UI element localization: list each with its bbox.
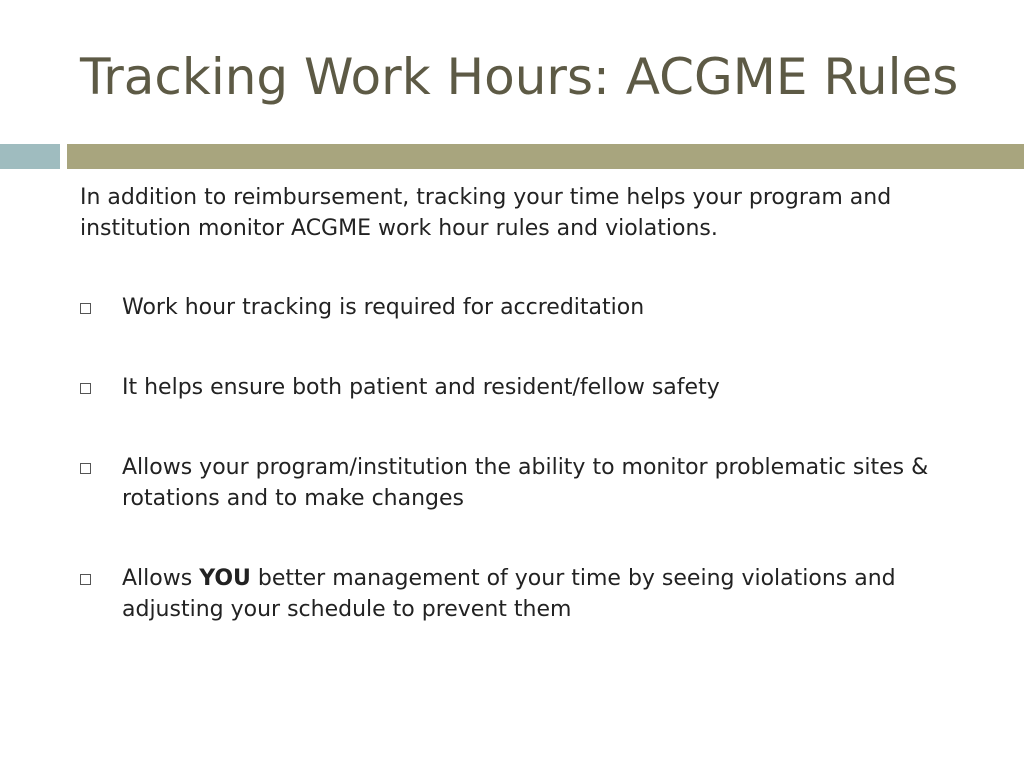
bullet-emphasis: YOU xyxy=(199,566,251,591)
bullet-item xyxy=(80,372,960,403)
bullet-text: It helps ensure both patient and resident/fellow safety xyxy=(122,375,720,400)
bullet-item xyxy=(80,563,960,625)
bullet-text: Allows your program/institution the ability to monitor problematic sites & rotations and to make changes xyxy=(122,455,929,511)
square-bullet-icon xyxy=(80,574,91,585)
square-bullet-icon xyxy=(80,463,91,474)
bullet-text-suffix: better management of your time by seeing violations and adjusting your schedule to prevent them xyxy=(122,566,896,622)
bullet-text: Work hour tracking is required for accreditation xyxy=(122,295,645,320)
accent-bar-left xyxy=(0,144,60,169)
bullet-item xyxy=(80,452,960,514)
accent-bar-right xyxy=(67,144,1024,169)
bullet-item xyxy=(80,292,960,323)
square-bullet-icon xyxy=(80,383,91,394)
intro-paragraph: In addition to reimbursement, tracking your time helps your program and institution monitor ACGME work hour rules and violations. xyxy=(80,185,892,241)
bullet-text-prefix: Allows xyxy=(122,566,200,591)
bullet-list xyxy=(80,292,960,674)
square-bullet-icon xyxy=(80,303,91,314)
slide-title: Tracking Work Hours: ACGME Rules xyxy=(80,48,959,106)
